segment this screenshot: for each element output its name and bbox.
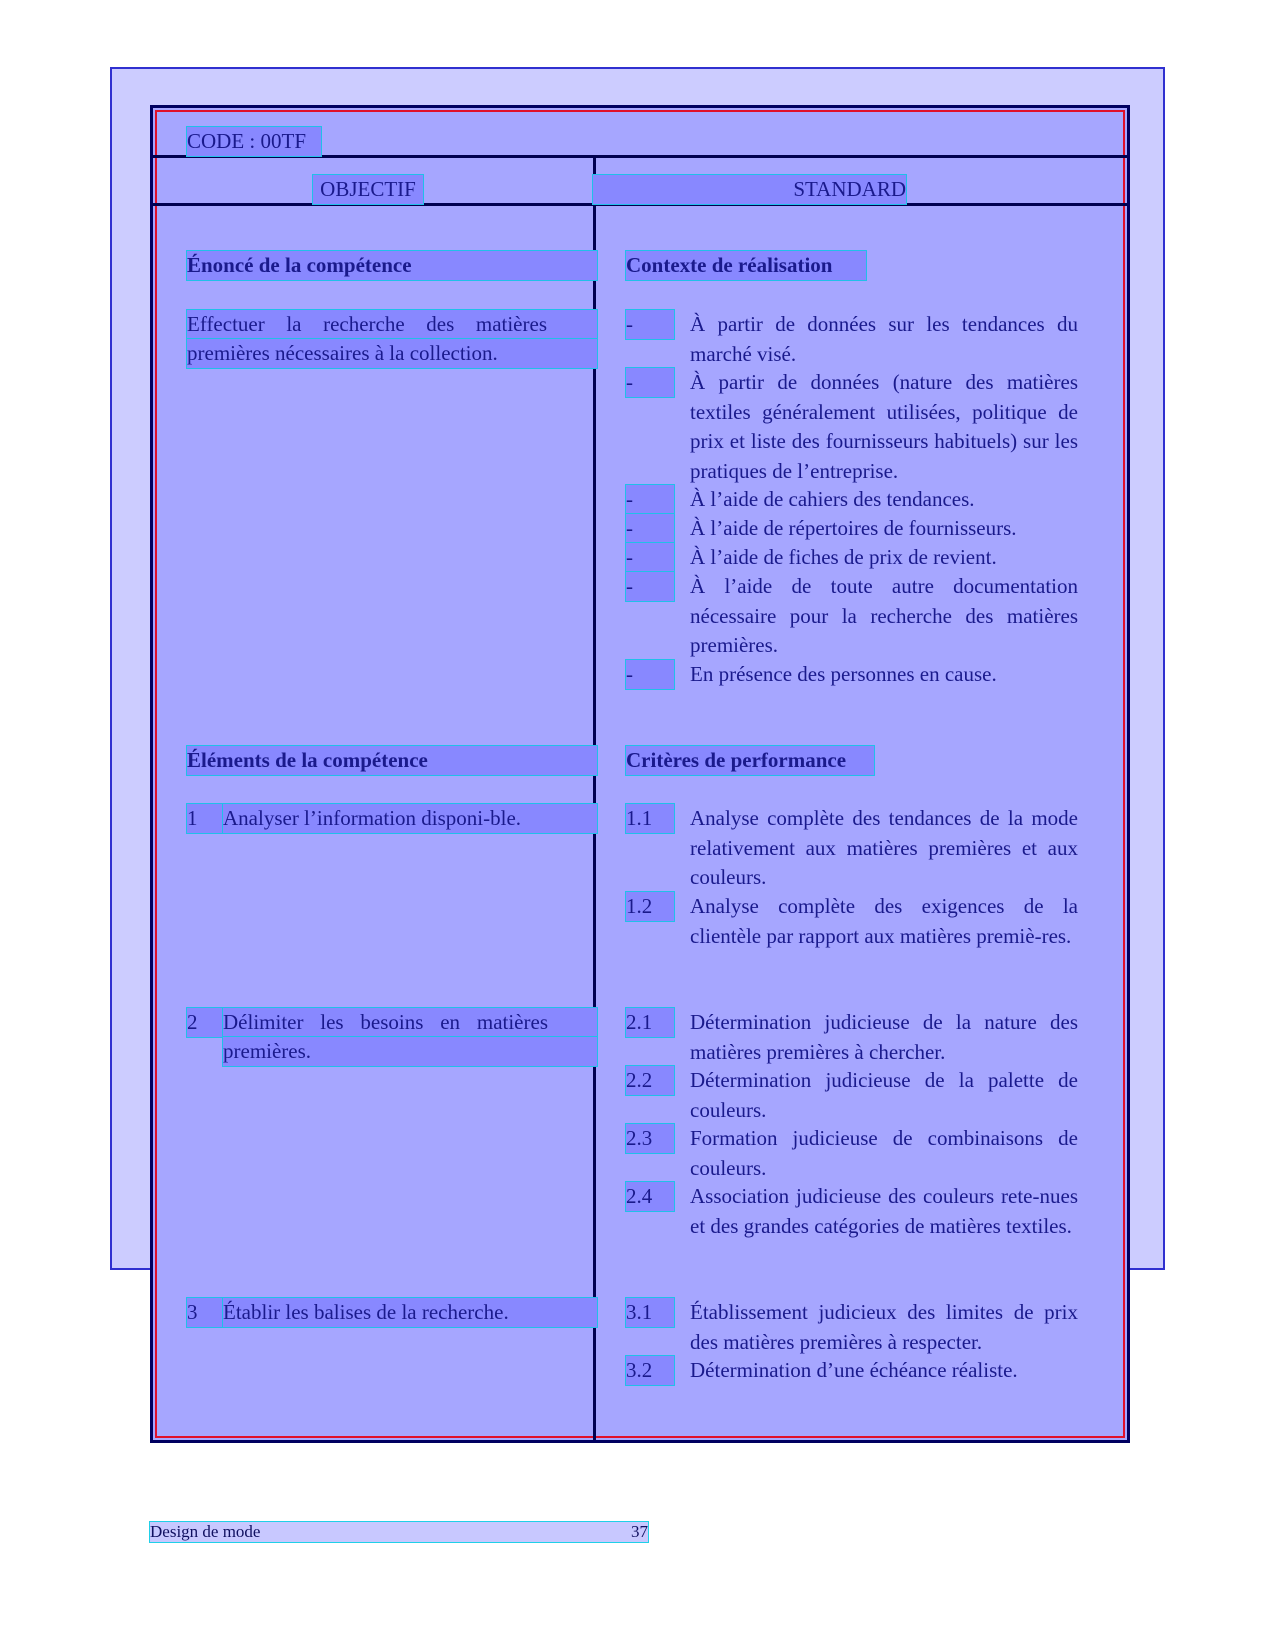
critere-text: Analyse complète des tendances de la mode relativement aux matières premières et aux couleurs.: [690, 806, 1078, 889]
contexte-bullet: -: [626, 485, 674, 514]
enonce-text-line2: premières nécessaires à la collection.: [187, 339, 597, 368]
contexte-bullet: -: [626, 543, 674, 572]
contexte-bullet: -: [626, 514, 674, 543]
element-num: 1: [187, 804, 223, 833]
critere-text: Détermination judicieuse de la nature des matières premières à chercher.: [690, 1010, 1078, 1064]
contexte-item: En présence des personnes en cause.: [690, 662, 997, 686]
contexte-bullet: -: [626, 310, 674, 339]
contexte-item: À partir de données (nature des matières textiles généralement utilisées, politique de prix et liste des fournisseurs habituels) sur les pratiques de l’entreprise.: [690, 370, 1078, 483]
critere-num: 3.2: [626, 1356, 674, 1385]
element-num: 2: [187, 1008, 223, 1037]
contexte-item: À partir de données sur les tendances du marché visé.: [690, 312, 1078, 366]
element-text: Délimiter les besoins en matières: [223, 1008, 597, 1037]
critere-num: 1.2: [626, 892, 674, 921]
element-num: 3: [187, 1298, 223, 1327]
element-text: premières.: [223, 1037, 597, 1066]
critere-text: Analyse complète des exigences de la clientèle par rapport aux matières premiè-res.: [690, 894, 1078, 948]
critere-text: Établissement judicieux des limites de prix des matières premières à respecter.: [690, 1300, 1078, 1354]
critere-text: Formation judicieuse de combinaisons de couleurs.: [690, 1126, 1078, 1180]
header-objectif: OBJECTIF: [313, 175, 423, 204]
contexte-item: À l’aide de toute autre documentation nécessaire pour la recherche des matières premières.: [690, 574, 1078, 657]
element-text: Établir les balises de la recherche.: [223, 1298, 597, 1327]
contexte-bullet: -: [626, 368, 674, 397]
critere-num: 2.4: [626, 1182, 674, 1211]
contexte-item: À l’aide de répertoires de fournisseurs.: [690, 516, 1017, 540]
page-footer: [150, 1522, 648, 1542]
contexte-bullet: -: [626, 572, 674, 601]
contexte-title: Contexte de réalisation: [626, 251, 866, 280]
footer-title: Design de mode: [150, 1522, 261, 1541]
enonce-text-line1: Effectuer la recherche des matières: [187, 310, 597, 339]
critere-num: 2.3: [626, 1124, 674, 1153]
critere-text: Détermination judicieuse de la palette de couleurs.: [690, 1068, 1078, 1122]
element-text: Analyser l’information disponi-ble.: [223, 804, 597, 833]
critere-text: Détermination d’une échéance réaliste.: [690, 1358, 1018, 1382]
contexte-bullet: -: [626, 660, 674, 689]
critere-num: 2.1: [626, 1008, 674, 1037]
code-label: CODE : 00TF: [187, 127, 321, 156]
elements-title: Éléments de la compétence: [187, 746, 597, 775]
criteres-title: Critères de performance: [626, 746, 874, 775]
enonce-title: Énoncé de la compétence: [187, 251, 597, 280]
critere-num: 2.2: [626, 1066, 674, 1095]
page-number: 37: [631, 1522, 648, 1541]
critere-num: 1.1: [626, 804, 674, 833]
critere-text: Association judicieuse des couleurs rete-nues et des grandes catégories de matières textiles.: [690, 1184, 1078, 1238]
contexte-item: À l’aide de fiches de prix de revient.: [690, 545, 997, 569]
header-standard: STANDARD: [593, 175, 906, 204]
critere-num: 3.1: [626, 1298, 674, 1327]
contexte-item: À l’aide de cahiers des tendances.: [690, 487, 975, 511]
